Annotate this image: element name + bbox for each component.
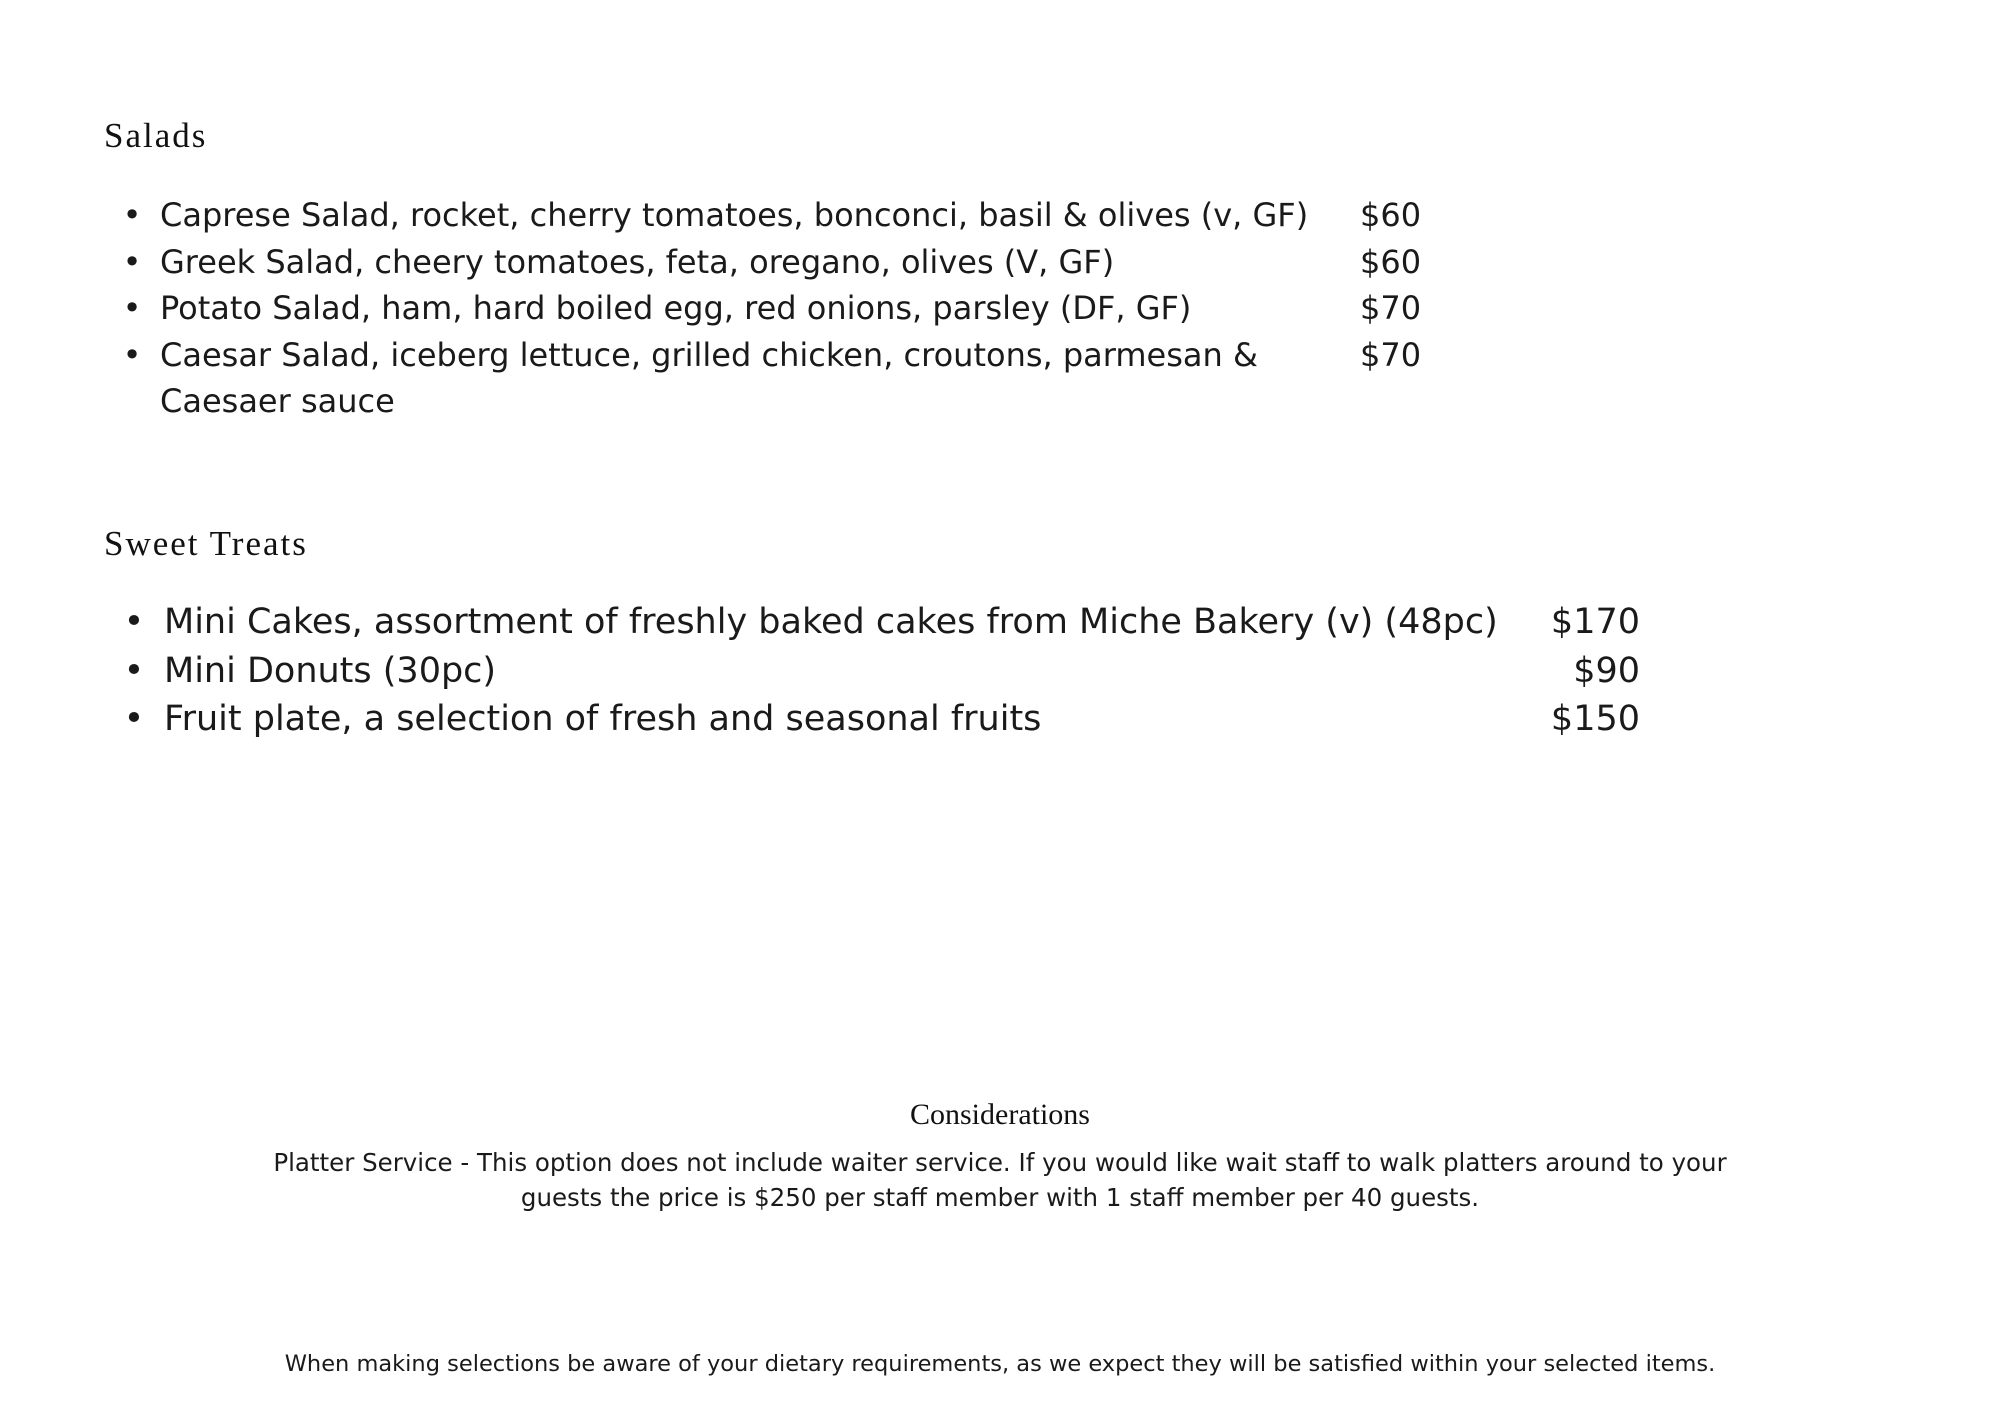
menu-item-description: Fruit plate, a selection of fresh and seasonal fruits bbox=[164, 699, 1042, 739]
menu-item-price: $90 bbox=[1573, 650, 1640, 691]
list-item bbox=[104, 695, 1640, 744]
dietary-note: When making selections be aware of your dietary requirements, as we expect they will be satisfied within your selected items. bbox=[284, 1351, 1716, 1377]
menu-item-price: $150 bbox=[1550, 699, 1640, 739]
sweet-treats-heading: Sweet Treats bbox=[104, 524, 308, 563]
bullet: • bbox=[122, 289, 142, 327]
menu-item-description: Caprese Salad, rocket, cherry tomatoes, bonconci, basil & olives (v, GF) bbox=[160, 196, 1309, 234]
considerations-text: Platter Service - This option does not include waiter service. If you would like wait staff to walk platters around to your guests the price is $250 per staff member with 1 staff member per 40 guests. bbox=[273, 1148, 1727, 1212]
bullet: • bbox=[123, 650, 145, 691]
list-item bbox=[104, 647, 1640, 696]
menu-item-description: Mini Cakes, assortment of freshly baked cakes from Miche Bakery (v) (48pc) bbox=[164, 602, 1498, 642]
list-item bbox=[104, 332, 1640, 425]
bullet: • bbox=[122, 335, 142, 374]
list-item bbox=[104, 192, 1640, 239]
sweet-treats-list bbox=[104, 598, 1640, 744]
considerations-title: Considerations bbox=[910, 1098, 1090, 1131]
menu-item-description: Caesar Salad, iceberg lettuce, grilled chicken, croutons, parmesan & Caesaer sauce bbox=[160, 335, 1258, 420]
menu-item-price: $70 bbox=[1360, 335, 1422, 374]
menu-item-description: Mini Donuts (30pc) bbox=[164, 650, 497, 691]
salads-heading: Salads bbox=[104, 116, 208, 155]
bullet: • bbox=[122, 242, 142, 281]
bullet: • bbox=[122, 196, 142, 234]
list-item bbox=[104, 239, 1640, 286]
menu-item-description: Potato Salad, ham, hard boiled egg, red onions, parsley (DF, GF) bbox=[160, 289, 1192, 327]
bullet: • bbox=[123, 699, 145, 739]
salads-list bbox=[104, 192, 1640, 425]
list-item bbox=[104, 598, 1640, 647]
menu-item-price: $60 bbox=[1360, 242, 1422, 281]
bullet: • bbox=[123, 602, 145, 642]
menu-item-description: Greek Salad, cheery tomatoes, feta, oregano, olives (V, GF) bbox=[160, 242, 1115, 281]
list-item bbox=[104, 285, 1640, 332]
menu-item-price: $60 bbox=[1360, 196, 1422, 234]
menu-item-price: $70 bbox=[1360, 289, 1422, 327]
menu-item-price: $170 bbox=[1550, 602, 1640, 642]
